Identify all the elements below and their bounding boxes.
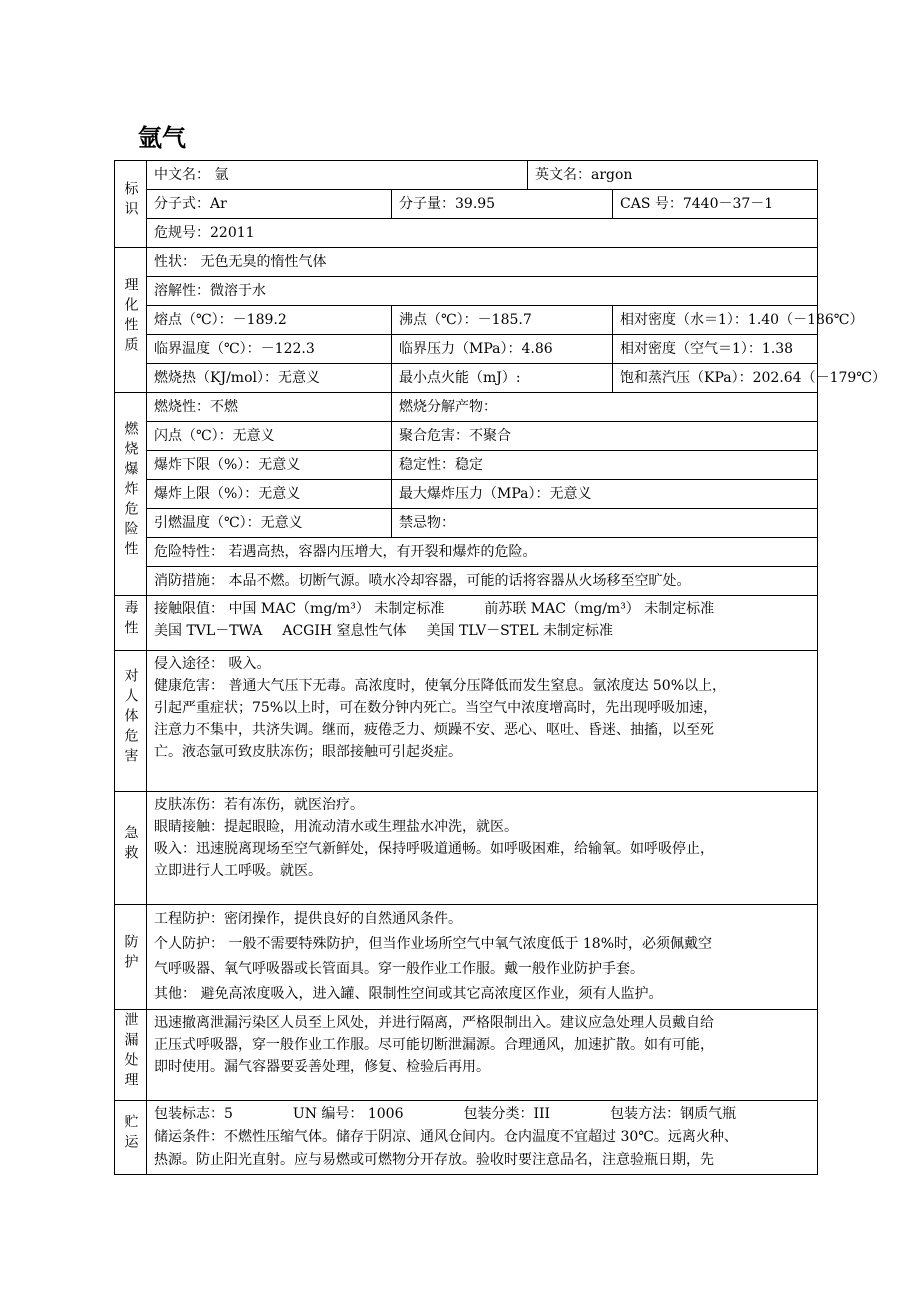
en-name: 英文名：argon bbox=[528, 161, 818, 190]
phys-row-5 bbox=[115, 364, 818, 393]
fire-row-1 bbox=[115, 393, 818, 422]
storage-row bbox=[115, 1101, 818, 1175]
relative-density-water: 相对密度（水＝1）：1.40（－186℃） bbox=[613, 306, 818, 335]
incompatible-materials: 禁忌物： bbox=[392, 509, 818, 538]
section-label-health: 对人体危害 bbox=[115, 651, 147, 792]
upper-explosion-limit: 爆炸上限（%）：无意义 bbox=[147, 480, 392, 509]
section-label-leak: 泄漏处理 bbox=[115, 1010, 147, 1101]
page-title: 氩气 bbox=[138, 124, 186, 152]
phys-row-4 bbox=[115, 335, 818, 364]
section-label-protection: 防护 bbox=[115, 905, 147, 1010]
storage-content: 包装标志：5 UN 编号： 1006 包装分类：III 包装方法：钢质气瓶 储运条件：不燃性压缩气体。储存于阴凉、通风仓间内。仓内温度不宜超过 30℃。远离火种、 热源。防止阳光直射。应与易燃或可燃物分开存放。验收时要注意品名，注意验瓶日期，先 bbox=[147, 1101, 818, 1175]
vapor-pressure: 饱和蒸汽压（KPa）：202.64（－179℃） bbox=[613, 364, 818, 393]
health-row bbox=[115, 651, 818, 792]
cn-name: 中文名： 氩 bbox=[147, 161, 528, 190]
formula: 分子式：Ar bbox=[147, 190, 392, 219]
protection-row bbox=[115, 905, 818, 1010]
phys-row-3 bbox=[115, 306, 818, 335]
section-label-physchem: 理化性质 bbox=[115, 248, 147, 393]
fire-row-2 bbox=[115, 422, 818, 451]
appearance: 性状： 无色无臭的惰性气体 bbox=[147, 248, 818, 277]
ident-row-2 bbox=[115, 190, 818, 219]
section-label-fire: 燃烧爆炸危险性 bbox=[115, 393, 147, 596]
firefighting-measures: 消防措施： 本品不燃。切断气源。喷水冷却容器，可能的话将容器从火场移至空旷处。 bbox=[147, 567, 818, 596]
tox-row bbox=[115, 596, 818, 651]
phys-row-2 bbox=[115, 277, 818, 306]
fire-row-6 bbox=[115, 538, 818, 567]
section-label-storage: 贮运 bbox=[115, 1101, 147, 1175]
stability: 稳定性：稳定 bbox=[392, 451, 818, 480]
max-explosion-pressure: 最大爆炸压力（MPa）：无意义 bbox=[392, 480, 818, 509]
first-aid-content: 皮肤冻伤：若有冻伤，就医治疗。 眼睛接触：提起眼睑，用流动清水或生理盐水冲洗，就医。 吸入：迅速脱离现场至空气新鲜处，保持呼吸道通畅。如呼吸困难，给输氧。如呼吸停止， 立即进行人工呼吸。就医。 bbox=[147, 792, 818, 905]
section-label-identification: 标识 bbox=[115, 161, 147, 248]
fire-row-3 bbox=[115, 451, 818, 480]
flammability: 燃烧性：不燃 bbox=[147, 393, 392, 422]
critical-temperature: 临界温度（℃）：－122.3 bbox=[147, 335, 392, 364]
polymerization: 聚合危害：不聚合 bbox=[392, 422, 818, 451]
ident-row-1 bbox=[115, 161, 818, 190]
fire-row-5 bbox=[115, 509, 818, 538]
solubility: 溶解性：微溶于水 bbox=[147, 277, 818, 306]
lower-explosion-limit: 爆炸下限（%）：无意义 bbox=[147, 451, 392, 480]
flash-point: 闪点（℃）：无意义 bbox=[147, 422, 392, 451]
first-aid-row bbox=[115, 792, 818, 905]
cas-number: CAS 号：7440－37－1 bbox=[613, 190, 818, 219]
fire-row-4 bbox=[115, 480, 818, 509]
combustion-heat: 燃烧热（KJ/mol）：无意义 bbox=[147, 364, 392, 393]
hazard-number: 危规号：22011 bbox=[147, 219, 818, 248]
phys-row-1 bbox=[115, 248, 818, 277]
molecular-weight: 分子量：39.95 bbox=[392, 190, 613, 219]
msds-table bbox=[114, 160, 886, 1175]
toxicity-content: 接触限值： 中国 MAC（mg/m³） 未制定标准 前苏联 MAC（mg/m³） 未制定标准 美国 TVL－TWA ACGIH 窒息性气体 美国 TLV－STEL 未制定标准 bbox=[147, 596, 818, 651]
protection-content: 工程防护：密闭操作，提供良好的自然通风条件。 个人防护： 一般不需要特殊防护，但当作业场所空气中氧气浓度低于 18%时，必须佩戴空 气呼吸器、氧气呼吸器或长管面具。穿一般作业工作服。戴一般作业防护手套。 其他： 避免高浓度吸入，进入罐、限制性空间或其它高浓度区作业，须有人监护。 bbox=[147, 905, 818, 1010]
ident-row-3 bbox=[115, 219, 818, 248]
critical-pressure: 临界压力（MPa）：4.86 bbox=[392, 335, 613, 364]
section-label-toxicity: 毒性 bbox=[115, 596, 147, 651]
min-ignition-energy: 最小点火能（mJ）: bbox=[392, 364, 613, 393]
boiling-point: 沸点（℃）：－185.7 bbox=[392, 306, 613, 335]
leak-content: 迅速撤离泄漏污染区人员至上风处，并进行隔离，严格限制出入。建议应急处理人员戴自给 正压式呼吸器，穿一般作业工作服。尽可能切断泄漏源。合理通风，加速扩散。如有可能， 即时使用。漏气容器要妥善处理，修复、检验后再用。 bbox=[147, 1010, 818, 1101]
section-label-first-aid: 急救 bbox=[115, 792, 147, 905]
decomposition-products: 燃烧分解产物： bbox=[392, 393, 818, 422]
melting-point: 熔点（℃）：－189.2 bbox=[147, 306, 392, 335]
leak-row bbox=[115, 1010, 818, 1101]
health-content: 侵入途径： 吸入。 健康危害： 普通大气压下无毒。高浓度时，使氧分压降低而发生窒息。氩浓度达 50%以上， 引起严重症状；75%以上时，可在数分钟内死亡。当空气中浓度增高时，先出现呼吸加速， 注意力不集中，共济失调。继而，疲倦乏力、烦躁不安、恶心、呕吐、昏迷、抽搐，以至死 亡。液态氩可致皮肤冻伤；眼部接触可引起炎症。 bbox=[147, 651, 818, 792]
hazard-characteristics: 危险特性： 若遇高热，容器内压增大，有开裂和爆炸的危险。 bbox=[147, 538, 818, 567]
fire-row-7 bbox=[115, 567, 818, 596]
ignition-temperature: 引燃温度（℃）：无意义 bbox=[147, 509, 392, 538]
relative-density-air: 相对密度（空气＝1）：1.38 bbox=[613, 335, 818, 364]
